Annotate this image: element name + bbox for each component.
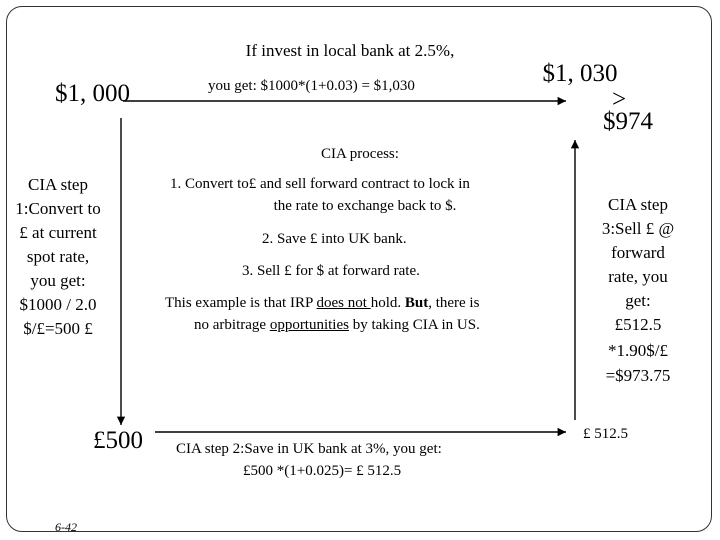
corner-top-right-1: $1, 030 [542,60,618,87]
center-note-line2: no arbitrage opportunities by taking CIA in US. [194,317,480,333]
left-box-line-1: CIA step [28,175,88,194]
right-box-line-5: get: [625,291,651,310]
right-box-line-1: CIA step [608,195,668,214]
top-line-2: you get: $1000*(1+0.03) = $1,030 [208,78,415,94]
left-box-line-4: spot rate, [26,247,90,266]
corner-top-right-2: > [611,86,627,113]
bottom-line-1: CIA step 2:Save in UK bank at 3%, you get: [176,441,442,457]
bottom-line-2: £500 *(1+0.025)= £ 512.5 [243,463,402,479]
right-box-line-8: =$973.75 [605,366,671,385]
left-box-line-7: $/£=500 £ [23,319,93,338]
corner-top-right-3: $974 [603,108,653,135]
corner-bottom-right: £ 512.5 [583,426,628,442]
right-box-line-6: £512.5 [614,315,662,334]
slide-number: 6-42 [55,520,77,534]
right-box-line-4: rate, you [608,267,668,286]
corner-top-left: $1, 000 [55,80,130,107]
corner-bottom-left: £500 [93,427,143,454]
center-heading: CIA process: [321,146,399,162]
top-line-1: If invest in local bank at 2.5%, [245,41,455,60]
left-box-line-2: 1:Convert to [15,199,101,218]
right-box-line-2: 3:Sell £ @ [601,219,675,238]
center-step2: 2. Save £ into UK bank. [262,231,407,247]
right-box-line-7: *1.90$/£ [608,341,668,360]
center-step3: 3. Sell £ for $ at forward rate. [242,263,420,279]
left-box-line-6: $1000 / 2.0 [19,295,97,314]
right-box-line-3: forward [611,243,665,262]
center-step1-line1: 1. Convert to£ and sell forward contract to lock in [170,176,470,192]
left-box-line-5: you get: [30,271,86,290]
center-note-line1: This example is that IRP does not hold. But, there is [165,295,480,311]
center-step1-line2: the rate to exchange back to $. [273,198,457,214]
left-box-line-3: £ at current [19,223,97,242]
